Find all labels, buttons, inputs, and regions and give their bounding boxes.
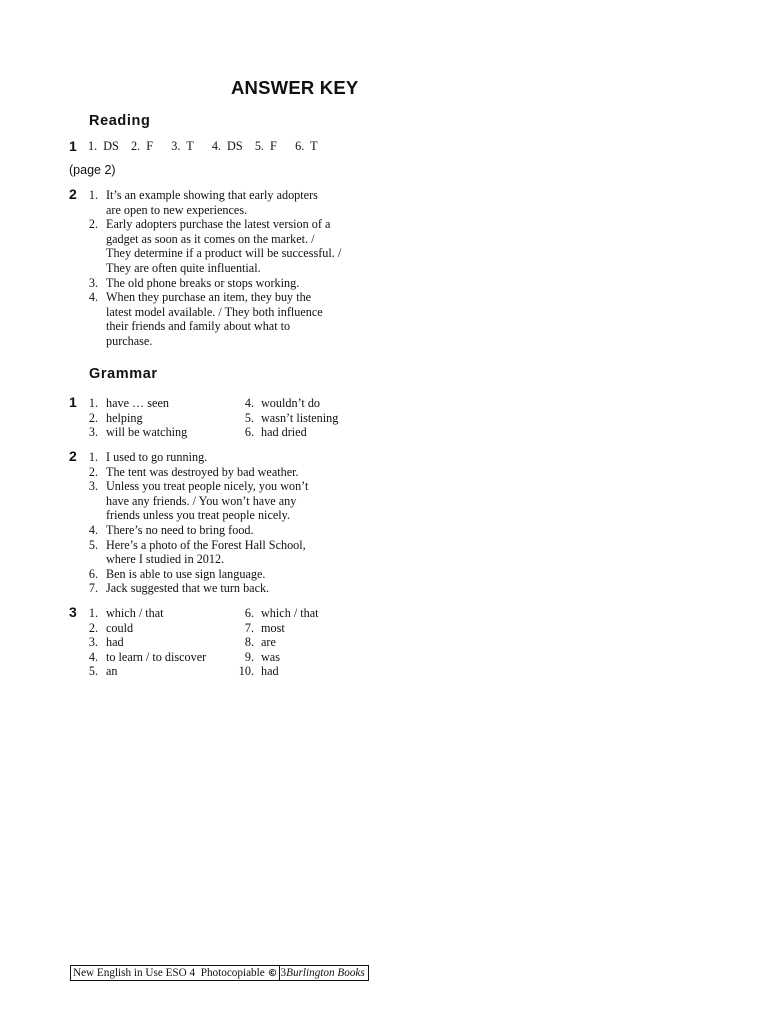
reading-exercise-2-number: 2	[69, 186, 77, 202]
item-text: their friends and family about what to	[106, 319, 291, 334]
footer-photocopiable: Photocopiable	[200, 967, 265, 979]
item-text: had	[261, 664, 279, 679]
item-text: They are often quite influential.	[106, 261, 261, 275]
item-text: to learn / to discover	[106, 649, 207, 664]
item-number: 8.	[244, 635, 254, 650]
footer-divider	[279, 966, 280, 980]
reading-exercise-1-number: 1	[69, 138, 77, 154]
item-text: latest model available. / They both influence	[106, 304, 323, 319]
footer-book-title: New English in Use ESO 4	[73, 967, 196, 979]
item-text: Unless you treat people nicely, you won’t	[106, 479, 309, 494]
item-text: wasn’t listening	[261, 410, 339, 425]
item-text: They determine if a product will be successful. /	[106, 246, 342, 261]
item-number: 2.	[88, 410, 98, 425]
item-text: have any friends. / You won’t have any	[106, 493, 297, 508]
item-number: 1.	[88, 606, 98, 620]
grammar-exercise-1-number: 1	[69, 394, 77, 410]
item-number: 3.	[88, 425, 98, 440]
item-text: will be watching	[106, 425, 188, 440]
item-text: wouldn’t do	[261, 396, 321, 410]
reading-exercise-1-answers: 1. DS 2. F 3. T 4. DS 5. F 6. T	[88, 139, 318, 153]
item-number: 5.	[244, 410, 254, 425]
page-title: ANSWER KEY	[231, 77, 359, 98]
item-text: Here’s a photo of the Forest Hall School,	[106, 537, 306, 552]
item-number: 3.	[88, 479, 98, 494]
item-number: 4.	[88, 649, 98, 664]
item-number: 7.	[244, 620, 254, 635]
item-text: When they purchase an item, they buy the	[106, 290, 312, 305]
item-text: friends unless you treat people nicely.	[106, 508, 290, 523]
page-reference: (page 2)	[69, 163, 116, 177]
item-number: 6.	[88, 566, 98, 581]
item-text: gadget as soon as it comes on the market. /	[106, 231, 315, 246]
item-number: 3.	[88, 635, 98, 650]
item-text: It’s an example showing that early adopters	[106, 188, 318, 202]
item-text: purchase.	[106, 334, 153, 348]
item-text: have … seen	[106, 396, 169, 410]
item-text: helping	[106, 410, 143, 425]
item-text: are open to new experiences.	[106, 202, 248, 217]
item-number: 5.	[88, 664, 98, 679]
item-number: 4.	[88, 523, 98, 537]
reading-heading: Reading	[89, 113, 151, 129]
item-number: 2.	[88, 217, 98, 232]
item-text: which / that	[261, 606, 319, 620]
item-number: 4.	[244, 396, 254, 410]
item-number: 1.	[88, 396, 98, 410]
item-number: 1.	[88, 450, 98, 464]
grammar-exercise-3-number: 3	[69, 604, 77, 620]
footer-credit	[70, 965, 369, 981]
item-number: 5.	[88, 537, 98, 552]
item-text: Early adopters purchase the latest version of a	[106, 217, 331, 232]
copyright-icon: ©	[267, 968, 278, 979]
item-number: 4.	[88, 290, 98, 305]
item-text: could	[106, 620, 134, 635]
grammar-exercise-2-number: 2	[69, 448, 77, 464]
item-number: 7.	[88, 581, 98, 596]
item-text: The old phone breaks or stops working.	[106, 275, 300, 290]
grammar-heading: Grammar	[89, 366, 158, 382]
item-text: had	[106, 635, 124, 650]
item-number: 9.	[244, 649, 254, 664]
item-text: which / that	[106, 606, 164, 620]
item-number: 6.	[244, 606, 254, 620]
item-text: Ben is able to use sign language.	[106, 566, 266, 581]
item-number: 3.	[88, 275, 98, 290]
item-number: 2.	[88, 620, 98, 635]
item-text: most	[261, 620, 285, 635]
item-text: The tent was destroyed by bad weather.	[106, 464, 299, 479]
item-text: I used to go running.	[106, 450, 208, 464]
item-text: There’s no need to bring food.	[106, 523, 254, 537]
item-text: where I studied in 2012.	[106, 552, 225, 567]
item-number: 2.	[88, 464, 98, 479]
footer-publisher: Burlington Books	[286, 967, 365, 979]
item-number: 1.	[88, 188, 98, 202]
item-number: 10.	[238, 664, 254, 679]
item-text: an	[106, 664, 118, 679]
item-text: Jack suggested that we turn back.	[106, 581, 270, 596]
item-text: had dried	[261, 425, 307, 440]
footer-page-mark: 3	[280, 967, 287, 979]
item-number: 6.	[244, 425, 254, 440]
item-text: was	[261, 649, 280, 664]
item-text: are	[261, 635, 276, 650]
